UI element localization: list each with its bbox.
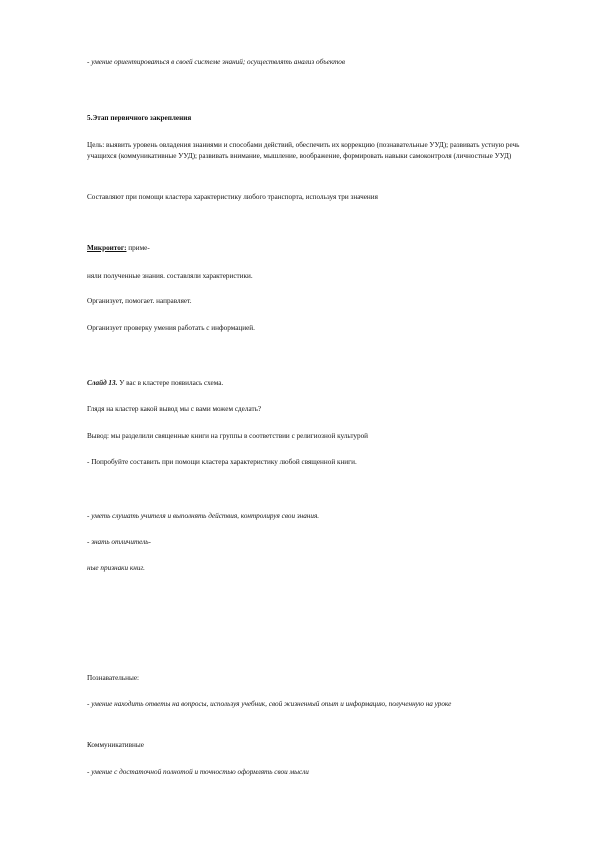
text-line-question: Глядя на кластер какой вывод мы с вами можем сделать? — [87, 405, 262, 413]
heading-communicative: Коммуникативные — [87, 741, 144, 749]
slide13-line — [87, 378, 223, 389]
text-line-conclusion: Вывод: мы разделили священные книги на группы в соответствии с религиозной культурой — [87, 432, 369, 440]
text-line-organizes: Организует, помогает. направляет. — [87, 297, 192, 305]
micro-summary-label: Микроитог: — [87, 244, 127, 252]
slide-label: Слайд 13. — [87, 379, 118, 387]
goal-paragraph: Цель: выявить уровень овладения знаниями и способами действий, обеспечить их коррекцию (познавательные УУД); развивать устную речь учащихся (коммуникативные УУД); развивать внимание, мышление, воображение, формировать навыки самоконтроля (личностные УУД) — [87, 141, 520, 160]
text-line-analysis-skill: - умение ориентироваться в своей системе знаний; осуществлять анализ объектов — [87, 58, 346, 66]
heading-cognitive: Познавательные: — [87, 674, 140, 682]
text-line-know-features-1: - знать отличитель- — [87, 538, 151, 546]
micro-summary-text: приме- — [126, 244, 150, 252]
section-heading-stage5: 5.Этап первичного закрепления — [87, 114, 192, 122]
micro-summary-line — [87, 243, 150, 254]
slide-text: У вас в кластере появилась схема. — [117, 379, 224, 387]
text-line-listen-teacher: - уметь слушать учителя и выполнять действия, контролируя свои знания. — [87, 512, 320, 520]
text-line-try-cluster: - Попробуйте составить при помощи кластера характеристику любой священной книги. — [87, 458, 357, 466]
text-line-check-skill: Организует проверку умения работать с информацией. — [87, 324, 255, 332]
cognitive-skill-paragraph: - умение находить ответы на вопросы, используя учебник, свой жизненный опыт и информацию, полученную на уроке — [87, 700, 452, 708]
text-line-applied-knowledge: няли полученные знания. составляли характеристики. — [87, 272, 253, 280]
text-line-express-thoughts: - умение с достаточной полнотой и точностью оформлять свои мысли — [87, 768, 309, 776]
text-line-know-features-2: ные признаки книг. — [87, 564, 145, 572]
text-line-cluster-transport: Составляют при помощи кластера характеристику любого транспорта, используя три значения — [87, 193, 378, 201]
